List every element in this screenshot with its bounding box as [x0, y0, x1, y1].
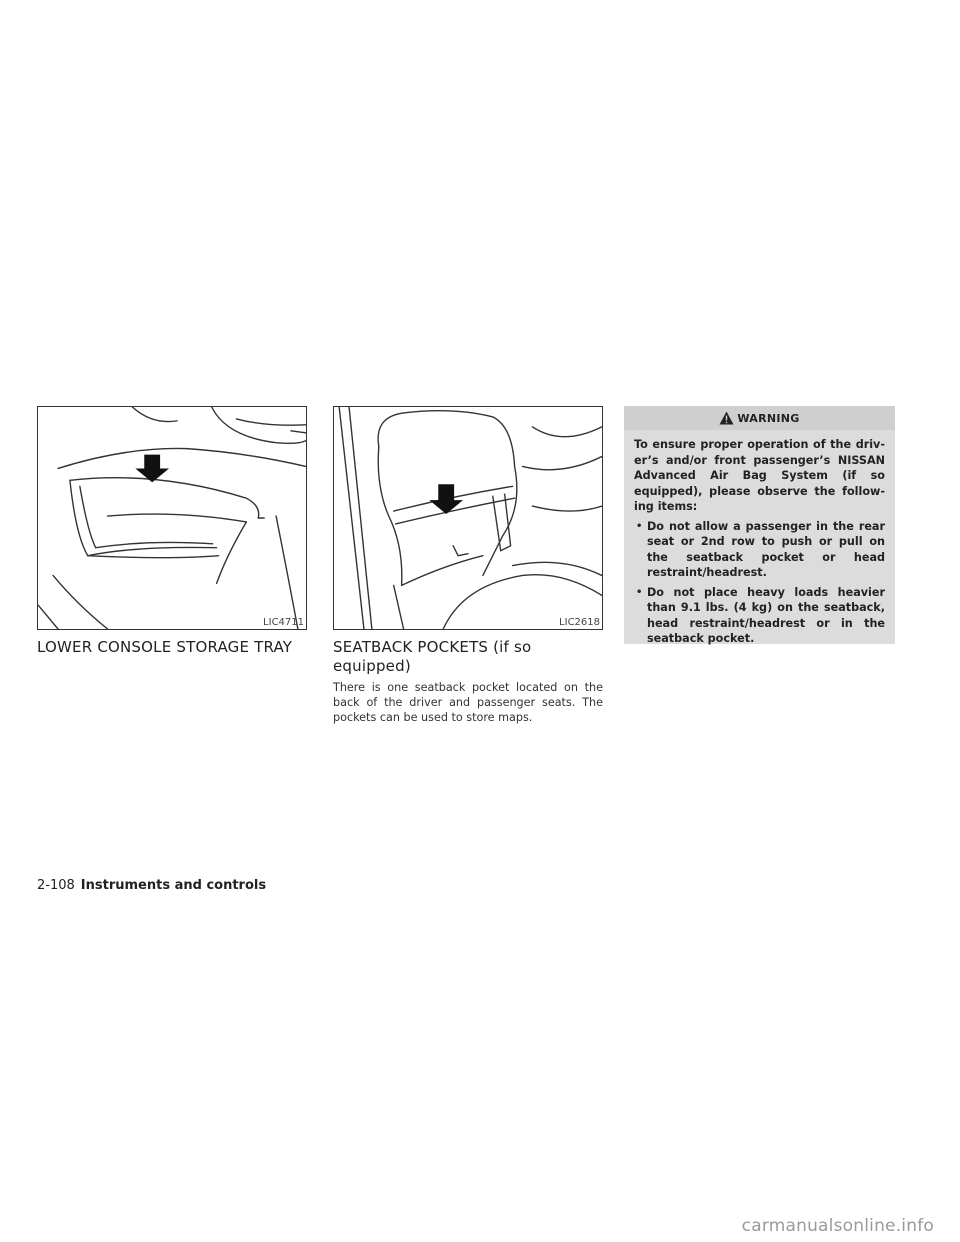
- seatback-pocket-illustration: [334, 407, 602, 629]
- warning-item: • Do not allow a passenger in the rear seat or 2nd row to push or pull on the seatback pocket or head restraint/headrest.: [634, 519, 885, 581]
- seatback-description: There is one seatback pocket located on the back of the driver and passenger seats. The pockets can be used to store maps.: [333, 681, 603, 724]
- warning-list: [634, 519, 885, 647]
- section-title-seatback-pockets: SEATBACK POCKETS (if so equipped): [333, 638, 532, 675]
- page-number: 2-108: [37, 878, 75, 893]
- warning-triangle-icon: [719, 411, 734, 425]
- warning-body: [624, 430, 895, 647]
- figure-code: LIC4711: [263, 617, 304, 628]
- figure-lower-console-tray: [37, 406, 307, 630]
- figure-seatback-pockets: [333, 406, 603, 630]
- console-storage-tray-illustration: [38, 407, 306, 629]
- page-footer: [37, 878, 266, 893]
- watermark: carmanualsonline.info: [741, 1216, 934, 1236]
- warning-box: [624, 406, 895, 644]
- section-title-lower-console: LOWER CONSOLE STORAGE TRAY: [37, 638, 293, 656]
- warning-item: • Do not place heavy loads heavier than 9.1 lbs. (4 kg) on the seatback, head restraint/headrest or in the seatback pocket.: [634, 585, 885, 647]
- chapter-name: Instruments and controls: [80, 878, 267, 893]
- warning-intro: To ensure proper operation of the driv-er’s and/or front passenger’s NISSAN Advanced Air Bag System (if so equipped), please observe the follow-ing items:: [634, 438, 885, 513]
- figure-code: LIC2618: [559, 617, 600, 628]
- warning-title: WARNING: [737, 411, 800, 425]
- warning-header: [624, 406, 895, 430]
